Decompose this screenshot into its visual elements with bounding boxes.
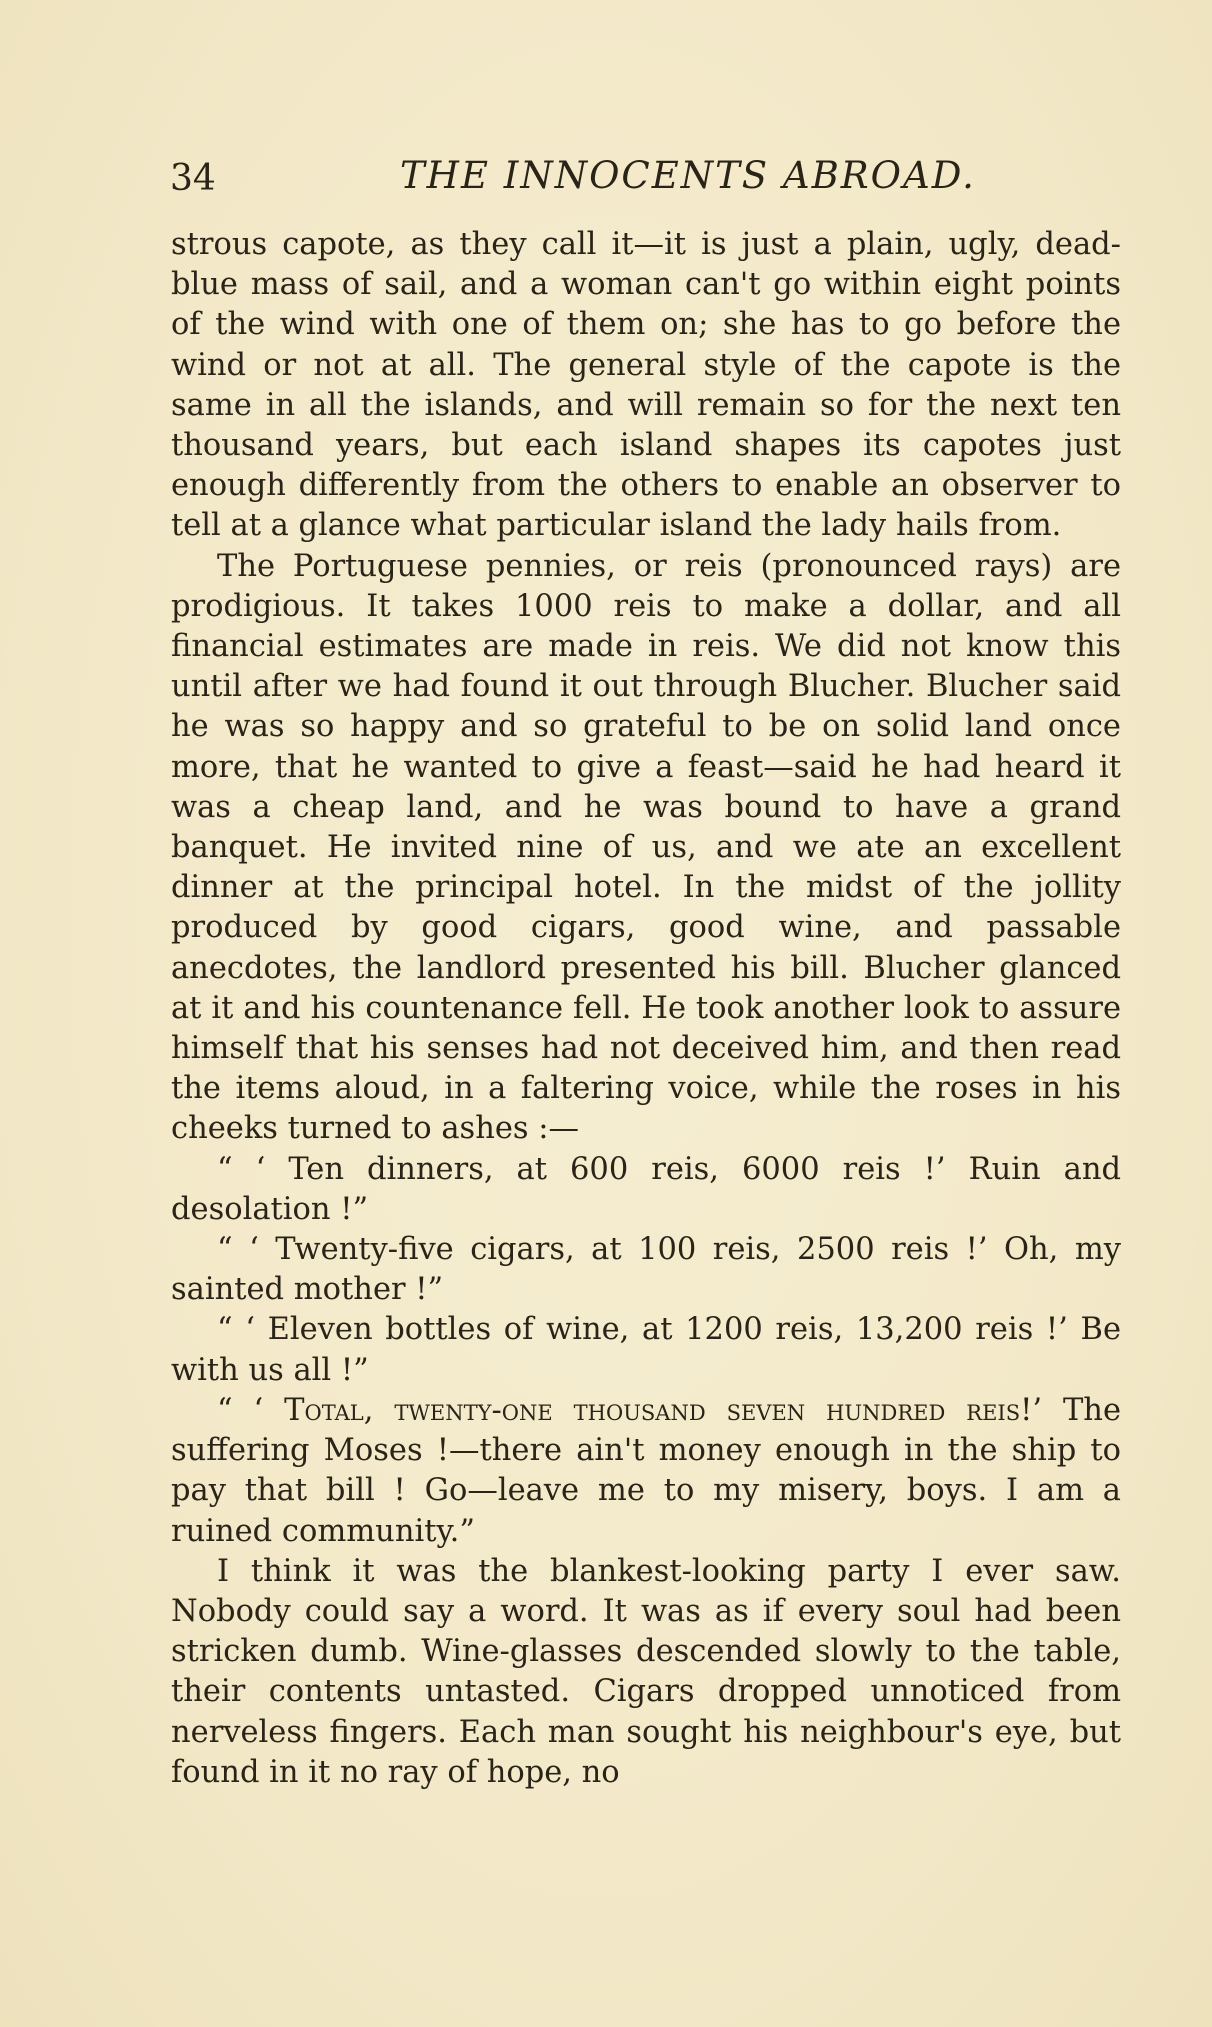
- page-number: 34: [170, 158, 216, 199]
- body-text: [171, 225, 1121, 1793]
- paragraph: I think it was the blankest-looking party I ever saw. Nobody could say a word. It was as if every soul had been stricken dumb. Wine-glasses descended slowly to the table, their contents untasted. Cigars dropped unnoticed from nerveless fingers. Each man sought his neighbour's eye, but found in it no ray of hope, no: [171, 1553, 1121, 1790]
- paragraph: strous capote, as they call it—it is just a plain, ugly, dead-blue mass of sail, and a woman can't go within eight points of the wind with one of them on; she has to go before the wind or not at all. The general style of the capote is the same in all the islands, and will remain so for the next ten thousand years, but each island shapes its capotes just enough differently from the others to enable an observer to tell at a glance what particular island the lady hails from.: [171, 227, 1121, 544]
- paragraph: “ ‘ Total, twenty-one thousand seven hundred reis!’ The suffering Moses !—there ain't money enough in the ship to pay that bill ! Go—leave me to my misery, boys. I am a ruined community.”: [171, 1392, 1122, 1549]
- paragraph: “ ‘ Twenty-five cigars, at 100 reis, 2500 reis !’ Oh, my sainted mother !”: [171, 1232, 1121, 1308]
- paragraph: The Portuguese pennies, or reis (pronounced rays) are prodigious. It takes 1000 reis to make a dollar, and all financial estimates are made in reis. We did not know this until after we had found it out through Blucher. Blucher said he was so happy and so grateful to be on solid land once more, that he wanted to give a feast—said he had heard it was a cheap land, and he was bound to have a grand banquet. He invited nine of us, and we ate an excellent dinner at the principal hotel. In the midst of the jollity produced by good cigars, good wine, and passable anecdotes, the landlord presented his bill. Blucher glanced at it and his countenance fell. He took another look to assure himself that his senses had not deceived him, and then read the items aloud, in a faltering voice, while the roses in his cheeks turned to ashes :—: [171, 548, 1121, 1147]
- running-title: THE INNOCENTS ABROAD.: [400, 154, 976, 197]
- page-header: [170, 150, 1120, 210]
- smallcaps-total: Total, twenty-one thousand seven hundred reis: [284, 1392, 1021, 1428]
- paragraph-continuation: !’ The suffering Moses !—there ain't money enough in the ship to pay that bill ! Go—leave me to my misery, boys. I am a ruined community.”: [171, 1392, 1122, 1549]
- paragraph: “ ‘ Ten dinners, at 600 reis, 6000 reis !’ Ruin and desolation !”: [171, 1151, 1121, 1227]
- paragraph: “ ‘ Eleven bottles of wine, at 1200 reis, 13,200 reis !’ Be with us all !”: [171, 1312, 1121, 1388]
